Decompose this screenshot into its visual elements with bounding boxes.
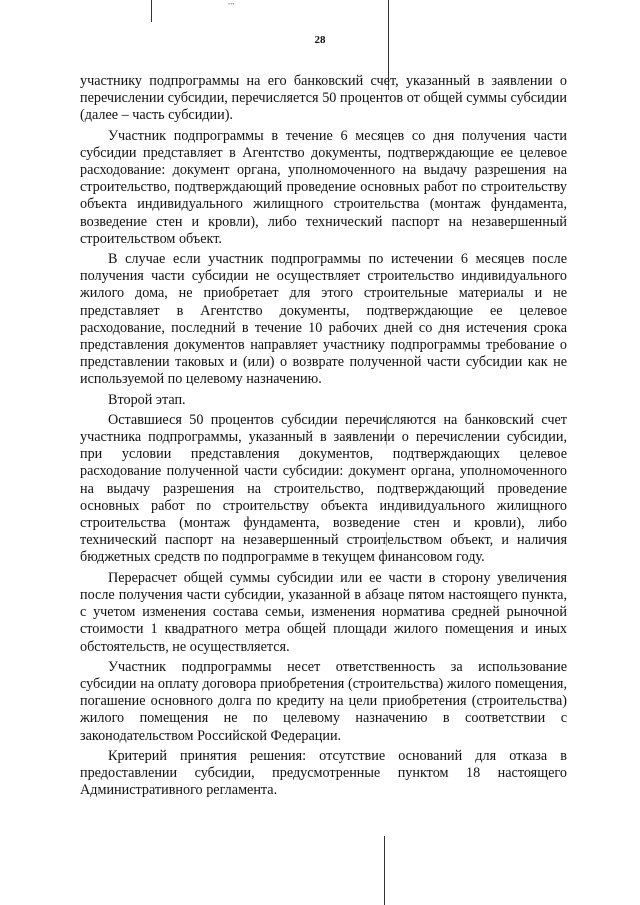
page-number: 28 (314, 34, 326, 46)
paragraph: Участник подпрограммы в течение 6 месяцев со дня получения части субсидии представляет в Агентство документы, подтверждающие ее целевое расходование: документ органа, уполномоченного на выдачу разрешения на строительство, подтверждающий проведение основных работ по строительству объекта индивидуального жилищного строительства (монтаж фундамента, возведение стен и кровли), либо технический паспорт на незавершенный строительством объект. (80, 127, 567, 247)
paragraph: Критерий принятия решения: отсутствие оснований для отказа в предоставлении субсидии, предусмотренные пунктом 18 настоящего Административного регламента. (80, 747, 567, 799)
scan-artifact-line (151, 0, 152, 22)
paragraph: Оставшиеся 50 процентов субсидии перечисляются на банковский счет участника подпрограммы, указанный в заявлении о перечислении субсидии, при условии представления документов, подтверждающих целевое расходование полученной части субсидии: документ органа, уполномоченного на выдачу разрешения на строительство, подтверждающий проведение основных работ по строительству объекта индивидуального жилищного строительства (монтаж фундамента, возведение стен и кровли), либо технический паспорт на незавершенный строительством объект, и наличия бюджетных средств по подпрограмме в текущем финансовом году. (80, 411, 567, 566)
paragraph: участнику подпрограммы на его банковский счет, указанный в заявлении о перечислении субсидии, перечисляется 50 процентов от общей суммы субсидии (далее – часть субсидии). (80, 73, 567, 124)
scan-speck: ••• (228, 2, 235, 8)
paragraph: Участник подпрограммы несет ответственность за использование субсидии на оплату договора приобретения (строительства) жилого помещения, погашение основного долга по кредиту на цели приобретения (строительства) жилого помещения не по целевому назначению в соответствии с законодательством Российской Федерации. (80, 658, 567, 744)
scan-artifact-line (384, 836, 385, 905)
paragraph: Второй этап. (108, 391, 186, 408)
paragraph: Перерасчет общей суммы субсидии или ее части в сторону увеличения после получения части субсидии, указанной в абзаце пятом настоящего пункта, с учетом изменения состава семьи, изменения норматива средней рыночной стоимости 1 квадратного метра общей площади жилого помещения и иных обстоятельств, не осуществляется. (80, 569, 567, 655)
paragraph: В случае если участник подпрограммы по истечении 6 месяцев после получения части субсидии не осуществляет строительство индивидуального жилого дома, не приобретает для этого строительные материалы и не представляет в Агентство документы, подтверждающие ее целевое расходование, последний в течение 10 рабочих дней со дня истечения срока представления документов направляет участнику подпрограммы требование о представлении таковых и (или) о возврате полученной части субсидии как не используемой по целевому назначению. (80, 251, 567, 388)
document-body (80, 73, 567, 802)
